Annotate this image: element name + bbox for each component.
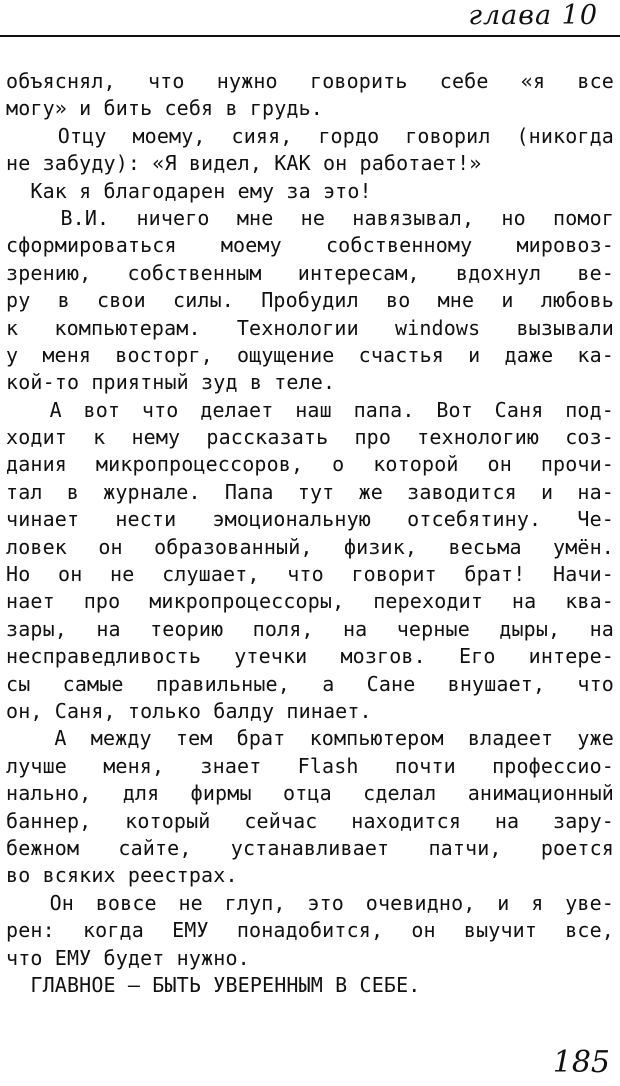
- text-line: у меня восторг, ощущение счастья и даже ка-: [6, 342, 614, 367]
- text-line: В.И. ничего мне не навязывал, но помог: [6, 205, 614, 230]
- text-line: он, Саня, только балду пинает.: [6, 698, 372, 723]
- text-line: лучше меня, знает Flash почти профессио-: [6, 753, 614, 778]
- text-line: сы самые правильные, а Сане внушает, что: [6, 671, 614, 696]
- text-line: баннер, который сейчас находится на зару-: [6, 808, 614, 833]
- text-line: Он вовсе не глуп, это очевидно, и я уве-: [6, 890, 614, 915]
- text-line: рен: когда ЕМУ понадобится, он выучит все,: [6, 918, 614, 943]
- chapter-header: глава 10: [468, 0, 598, 31]
- text-line: А между тем брат компьютером владеет уже: [6, 726, 614, 751]
- text-line: что ЕМУ будет нужно.: [6, 945, 250, 970]
- text-line: ру в свои силы. Пробудил во мне и любовь: [6, 288, 614, 313]
- text-line: нает про микропроцессоры, переходит на ква-: [6, 589, 614, 614]
- text-line: чинает нести эмоциональную отсебятину. Че-: [6, 507, 614, 532]
- text-line: А вот что делает наш папа. Вот Саня под-: [6, 397, 614, 422]
- text-line: Как я благодарен ему за это!: [6, 178, 372, 203]
- text-line: зары, на теорию поля, на черные дыры, на: [6, 616, 614, 641]
- text-line: к компьютерам. Технологии windows вызывали: [6, 315, 614, 340]
- text-line: дания микропроцессоров, о которой он прочи-: [6, 452, 614, 477]
- text-line: несправедливость утечки мозгов. Его интере-: [6, 644, 614, 669]
- text-line: ходит к нему рассказать про технологию соз-: [6, 425, 614, 450]
- text-line: Но он не слушает, что говорит брат! Начи-: [6, 562, 614, 587]
- page-number: 185: [552, 1045, 610, 1080]
- text-line: сформироваться моему собственному мировоз-: [6, 233, 614, 258]
- text-line: во всяких реестрах.: [6, 863, 238, 888]
- text-line: ловек он образованный, физик, весьма умён.: [6, 534, 614, 559]
- text-line: ГЛАВНОЕ — БЫТЬ УВЕРЕННЫМ В СЕБЕ.: [6, 972, 421, 997]
- text-line: объяснял, что нужно говорить себе «я все: [6, 69, 614, 93]
- text-line: бежном сайте, устанавливает патчи, роется: [6, 835, 614, 860]
- header-divider: [0, 35, 620, 37]
- text-line: тал в журнале. Папа тут же заводится и на-: [6, 479, 614, 504]
- text-line: зрению, собственным интересам, вдохнул ве-: [6, 260, 614, 285]
- text-line: Отцу моему, сияя, гордо говорил (никогда: [6, 123, 614, 148]
- body-text: [6, 68, 614, 999]
- text-line: нально, для фирмы отца сделал анимационный: [6, 781, 614, 806]
- text-line: не забуду): «Я видел, КАК он работает!»: [6, 151, 482, 176]
- text-line: кой-то приятный зуд в теле.: [6, 370, 336, 395]
- text-line: могу» и бить себя в грудь.: [6, 96, 323, 121]
